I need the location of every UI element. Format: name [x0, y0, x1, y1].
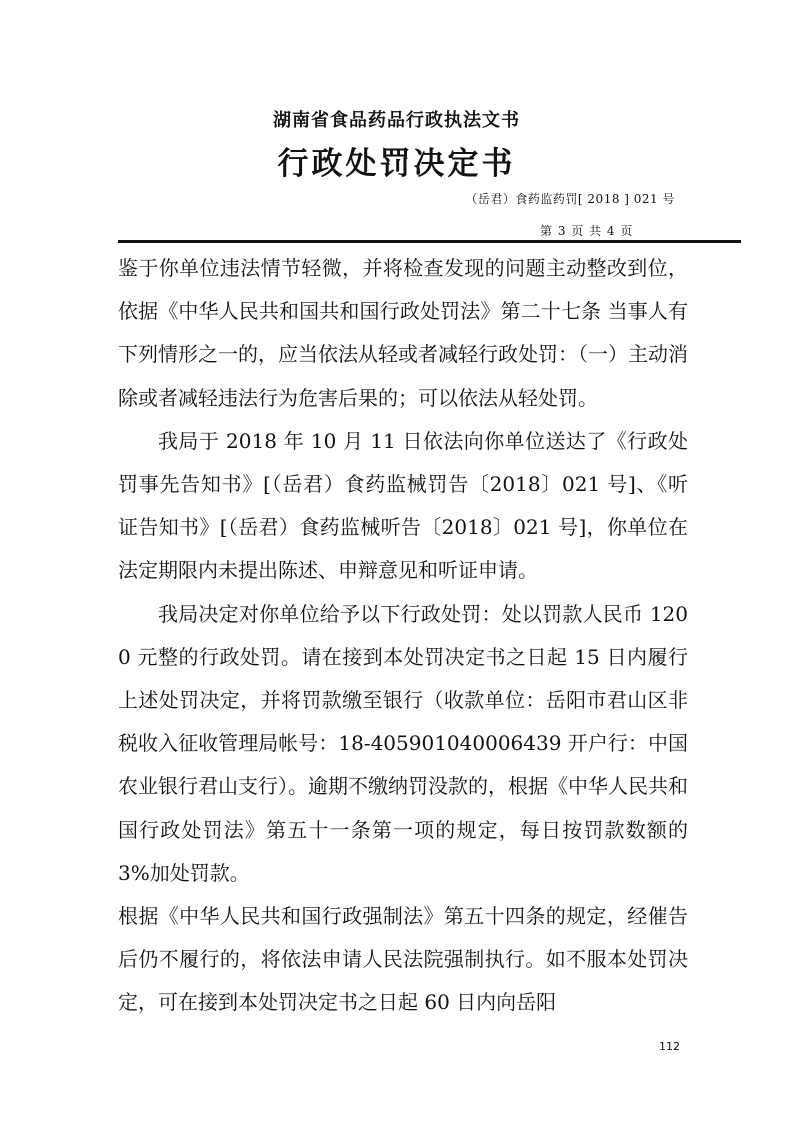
body-paragraph-enforcement: 根据《中华人民共和国行政强制法》第五十四条的规定，经催告后仍不履行的，将依法申请人民法院强制执行。如不服本处罚决定，可在接到本处罚决定书之日起 60 日内向岳阳 [118, 904, 688, 1015]
issuing-authority-header: 湖南省食品药品行政执法文书 [273, 110, 520, 131]
page-indicator: 第 3 页 共 4 页 [540, 224, 634, 238]
document-body [118, 247, 695, 1025]
body-paragraph-notice: 我局于 2018 年 10 月 11 日依法向你单位送达了《行政处罚事先告知书》[（岳君）食药监械罚告〔2018〕021 号]、《听证告知书》[（岳君）食药监械听告〔2018〕021 号]，你单位在法定期限内未提出陈述、申辩意见和听证申请。 [118, 428, 688, 583]
body-paragraph-penalty: 我局决定对你单位给予以下行政处罚：处以罚款人民币 1200 元整的行政处罚。请在接到本处罚决定书之日起 15 日内履行上述处罚决定，并将罚款缴至银行（收款单位：岳阳市君山区非税收入征收管理局帐号：18-405901040006439 开户行：中国农业银行君山支行）。逾期不缴纳罚没款的，根据《中华人民共和国行政处罚法》第五十一条第一项的规定，每日按罚款数额的 3%加处罚款。 [118, 601, 695, 885]
body-paragraph-basis: 鉴于你单位违法情节轻微，并将检查发现的问题主动整改到位，依据《中华人民共和国共和国行政处罚法》第二十七条 当事人有下列情形之一的，应当依法从轻或者减轻行政处罚：（一）主动消除或者减轻违法行为危害后果的；可以依法从轻处罚。 [118, 256, 688, 410]
document-title: 行政处罚决定书 [277, 146, 516, 182]
document-number: （岳君）食药监药罚[ 2018 ] 021 号 [465, 192, 675, 206]
page-number: 112 [659, 1040, 680, 1053]
header-divider [118, 240, 741, 243]
